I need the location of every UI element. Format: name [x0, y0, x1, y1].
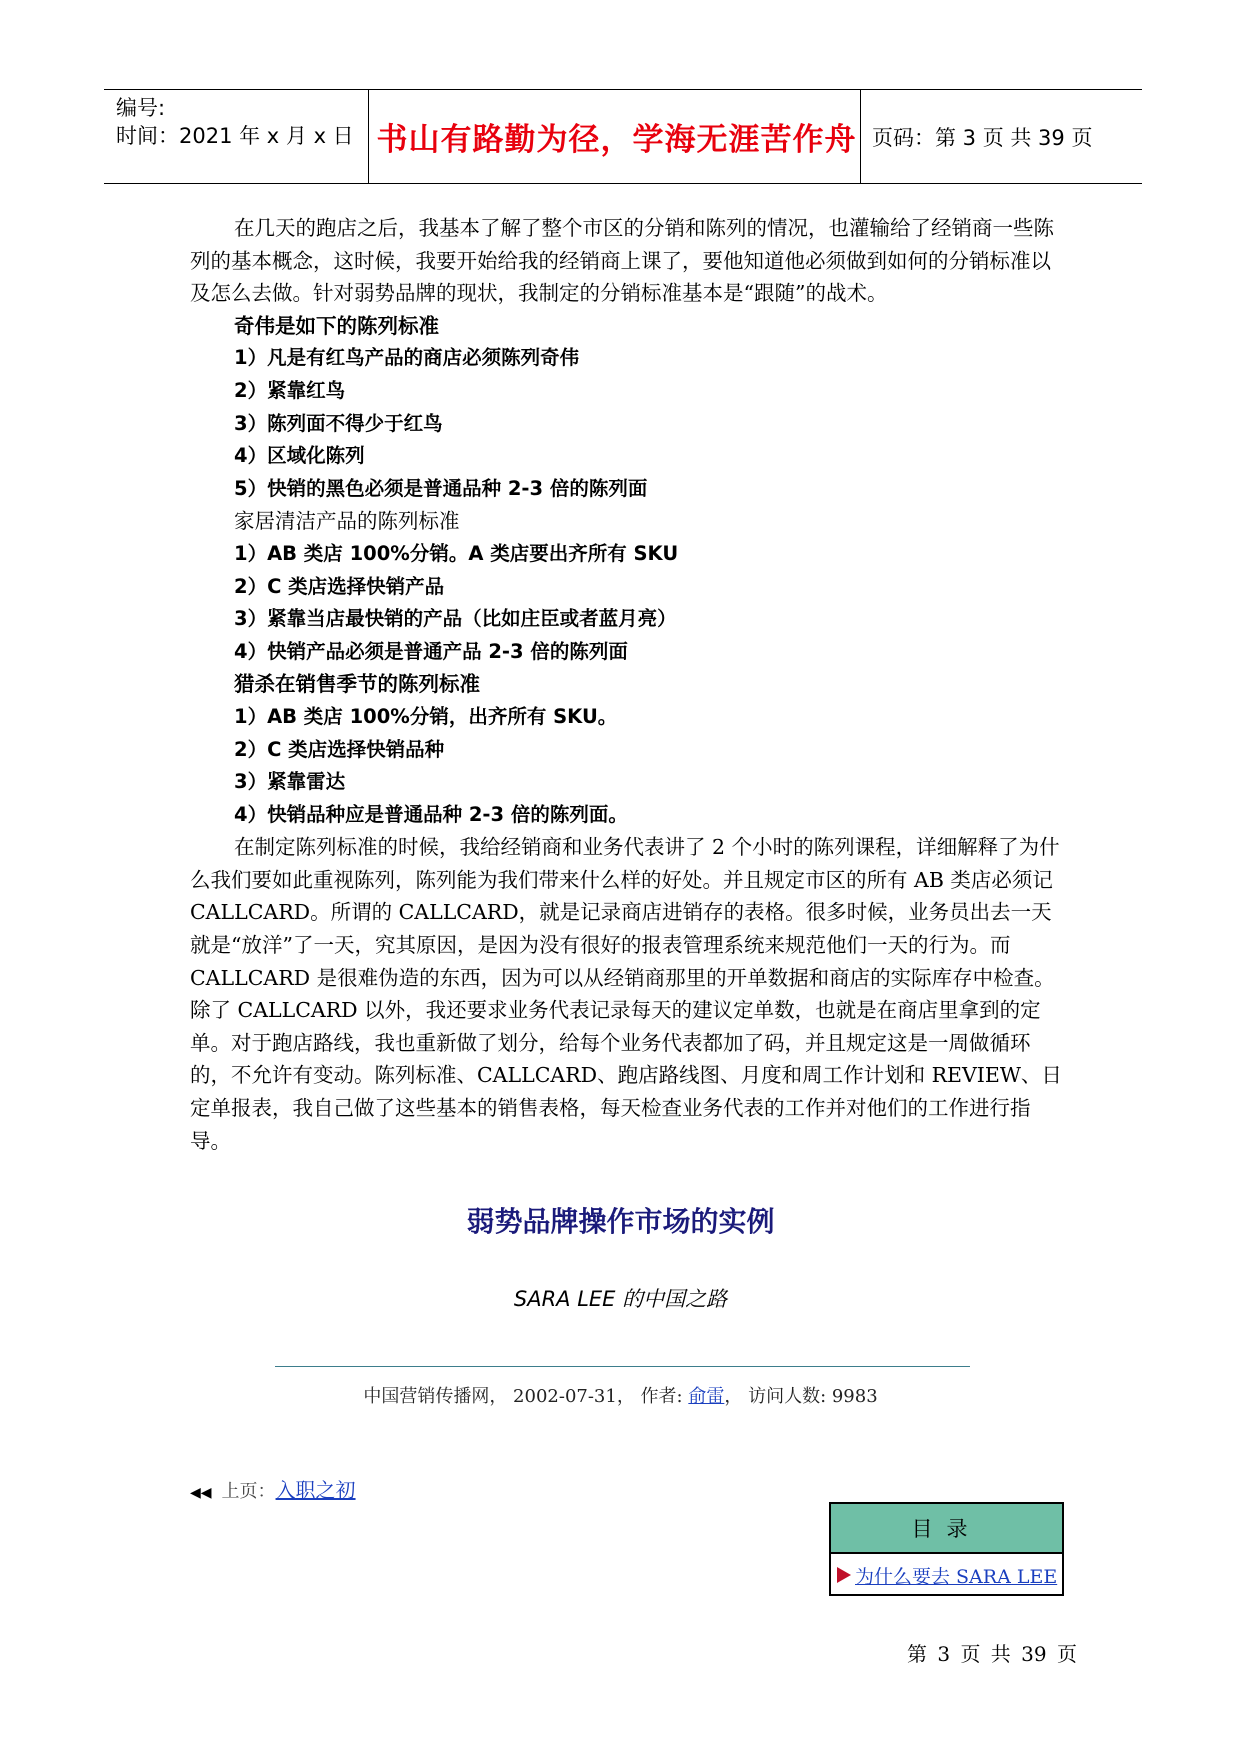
hunter-rule: 4）快销品种应是普通品种 2-3 倍的陈列面。 — [234, 802, 628, 826]
home-cleaning-rule: 1）AB 类店 100%分销。A 类店要出齐所有 SKU — [234, 541, 679, 565]
home-cleaning-standard-title: 家居清洁产品的陈列标准 — [234, 509, 460, 534]
toc-item-link[interactable]: 为什么要去 SARA LEE — [855, 1565, 1058, 1588]
toc-heading: 目录 — [831, 1504, 1062, 1554]
prev-label: 上页： — [221, 1481, 276, 1502]
qiwei-standard-title: 奇伟是如下的陈列标准 — [234, 313, 439, 338]
header-divider — [860, 90, 861, 183]
visit-count: ， 访问人数: 9983 — [724, 1386, 878, 1407]
source-text: 中国营销传播网， 2002-07-31， 作者: — [363, 1386, 689, 1407]
home-cleaning-rule: 2）C 类店选择快销产品 — [234, 574, 445, 598]
triangle-right-icon — [837, 1567, 851, 1583]
qiwei-rule: 1）凡是有红鸟产品的商店必须陈列奇伟 — [234, 346, 580, 370]
author-link[interactable]: 俞雷 — [688, 1386, 725, 1407]
home-cleaning-rule: 3）紧靠当店最快销的产品（比如庄臣或者蓝月亮） — [234, 607, 677, 631]
document-body — [190, 212, 1070, 1157]
header-motto: 书山有路勤为径，学海无涯苦作舟 — [376, 122, 857, 158]
article-meta — [0, 1382, 1241, 1408]
intro-paragraph: 在几天的跑店之后，我基本了解了整个市区的分销和陈列的情况，也灌输给了经销商一些陈列的基本概念，这时候，我要开始给我的经销商上课了，要他知道他必须做到如何的分销标准以及怎么去做。针对弱势品牌的现状，我制定的分销标准基本是“跟随”的战术。 — [190, 216, 1054, 306]
page-header — [104, 89, 1142, 184]
article-subtitle: SARA LEE 的中国之路 — [513, 1287, 728, 1311]
header-page-number: 页码：第 3 页 共 39 页 — [872, 125, 1093, 150]
home-cleaning-rule: 4）快销产品必须是普通产品 2-3 倍的陈列面 — [234, 639, 628, 663]
hunter-standard-title: 猎杀在销售季节的陈列标准 — [234, 672, 480, 697]
qiwei-rule: 5）快销的黑色必须是普通品种 2-3 倍的陈列面 — [234, 476, 648, 500]
table-of-contents — [829, 1502, 1064, 1596]
header-info — [116, 94, 354, 150]
double-left-arrow-icon: ◀◀ — [190, 1485, 212, 1501]
page-footer: 第 3 页 共 39 页 — [907, 1642, 1077, 1666]
article-title: 弱势品牌操作市场的实例 — [466, 1205, 775, 1238]
hunter-rule: 3）紧靠雷达 — [234, 770, 346, 794]
prev-page-nav — [190, 1474, 356, 1503]
prev-page-link[interactable]: 入职之初 — [275, 1478, 356, 1502]
number-label: 编号: — [116, 96, 166, 120]
qiwei-rule: 4）区域化陈列 — [234, 444, 365, 468]
time-label: 时间：2021 年 x 月 x 日 — [116, 124, 354, 148]
qiwei-rule: 3）陈列面不得少于红鸟 — [234, 411, 443, 435]
toc-item[interactable] — [831, 1554, 1062, 1596]
closing-paragraph: 在制定陈列标准的时候，我给经销商和业务代表讲了 2 个小时的陈列课程，详细解释了为什么我们要如此重视陈列，陈列能为我们带来什么样的好处。并且规定市区的所有 AB 类店必须记 CALLCARD。所谓的 CALLCARD，就是记录商店进销存的表格。很多时候，业务员出去一天就是“放洋”了一天，究其原因，是因为没有很好的报表管理系统来规范他们一天的行为。而 CALLCARD 是很难伪造的东西，因为可以从经销商那里的开单数据和商店的实际库存中检查。除了 CALLCARD 以外，我还要求业务代表记录每天的建议定单数，也就是在商店里拿到的定单。对于跑店路线，我也重新做了划分，给每个业务代表都加了码，并且规定这是一周做循环的，不允许有变动。陈列标准、CALLCARD、跑店路线图、月度和周工作计划和 REVIEW、日定单报表，我自己做了这些基本的销售表格，每天检查业务代表的工作并对他们的工作进行指导。 — [190, 835, 1062, 1153]
hunter-rule: 1）AB 类店 100%分销，出齐所有 SKU。 — [234, 704, 618, 728]
hunter-rule: 2）C 类店选择快销品种 — [234, 737, 445, 761]
title-divider — [275, 1366, 970, 1367]
qiwei-rule: 2）紧靠红鸟 — [234, 378, 346, 402]
